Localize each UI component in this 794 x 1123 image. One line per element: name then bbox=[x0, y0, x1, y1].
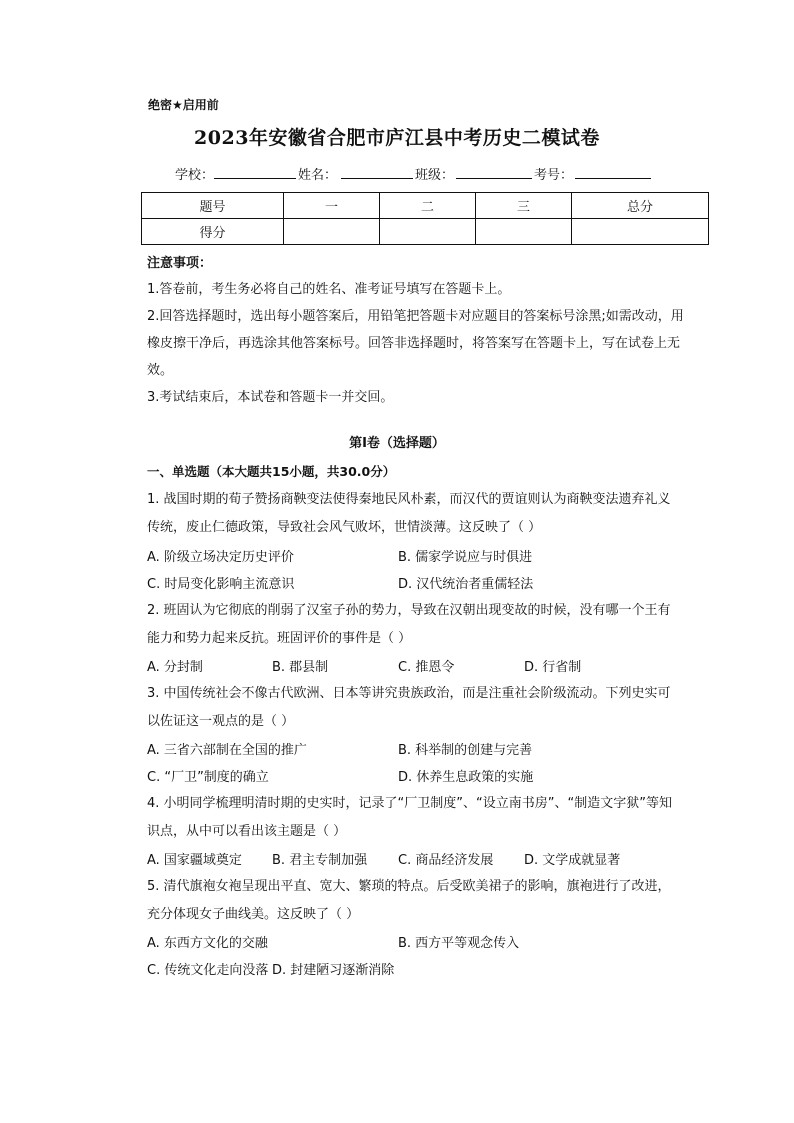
option-d[interactable]: D. 封建陋习逐渐消除 bbox=[272, 963, 395, 978]
option-b[interactable]: B. 郡县制 bbox=[272, 660, 329, 675]
notice-item: 2.回答选择题时，选出每小题答案后，用铅笔把答题卡对应题目的答案标号涂黑;如需改动，用橡皮擦干净后，再选涂其他答案标号。回答非选择题时，将答案写在答题卡上，写在试卷上无效。 bbox=[147, 309, 684, 378]
question-stem: 4. 小明同学梳理明清时期的史实时，记录了“厂卫制度”、“设立南书房”、“制造文字狱”等知识点，从中可以看出该主题是（ ） bbox=[147, 796, 672, 839]
option-b[interactable]: B. 君主专制加强 bbox=[272, 853, 368, 868]
option-a[interactable]: A. 分封制 bbox=[147, 660, 203, 675]
score-cell: 一 bbox=[284, 193, 380, 219]
score-input-cell[interactable] bbox=[572, 219, 709, 245]
score-cell: 二 bbox=[380, 193, 476, 219]
question-stem: 3. 中国传统社会不像古代欧洲、日本等讲究贵族政治，而是注重社会阶级流动。下列史实可以佐证这一观点的是（ ） bbox=[147, 686, 671, 729]
school-label: 学校： bbox=[175, 168, 215, 183]
option-c[interactable]: C. 推恩令 bbox=[398, 660, 455, 675]
option-a[interactable]: A. 东西方文化的交融 bbox=[147, 936, 268, 951]
school-field[interactable] bbox=[214, 166, 296, 179]
exam-no-label: 考号： bbox=[534, 168, 574, 183]
question-stem: 2. 班固认为它彻底的削弱了汉室子孙的势力，导致在汉朝出现变故的时候，没有哪一个王有能力和势力起来反抗。班固评价的事件是（ ） bbox=[147, 603, 671, 646]
score-cell: 得分 bbox=[142, 219, 284, 245]
score-input-cell[interactable] bbox=[476, 219, 572, 245]
score-input-cell[interactable] bbox=[380, 219, 476, 245]
class-label: 班级： bbox=[415, 168, 455, 183]
option-a[interactable]: A. 国家疆域奠定 bbox=[147, 853, 242, 868]
option-d[interactable]: D. 文学成就显著 bbox=[524, 853, 621, 868]
section-title: 第I卷（选择题） bbox=[349, 436, 445, 451]
score-cell: 总分 bbox=[572, 193, 709, 219]
exam-no-field[interactable] bbox=[575, 166, 651, 179]
name-label: 姓名： bbox=[298, 168, 338, 183]
score-cell: 题号 bbox=[142, 193, 284, 219]
option-c[interactable]: C. 传统文化走向没落 bbox=[147, 963, 269, 978]
option-b[interactable]: B. 儒家学说应与时俱进 bbox=[398, 550, 533, 565]
notice-title: 注意事项： bbox=[147, 256, 213, 271]
option-b[interactable]: B. 西方平等观念传入 bbox=[398, 936, 520, 951]
score-input-cell[interactable] bbox=[284, 219, 380, 245]
class-field[interactable] bbox=[456, 166, 532, 179]
score-table bbox=[141, 192, 709, 245]
page-title: 2023年安徽省合肥市庐江县中考历史二模试卷 bbox=[194, 127, 600, 149]
score-cell: 三 bbox=[476, 193, 572, 219]
notice-item: 3.考试结束后，本试卷和答题卡一并交回。 bbox=[147, 390, 394, 405]
score-table-score-row bbox=[142, 219, 709, 245]
notice-item: 1.答卷前，考生务必将自己的姓名、准考证号填写在答题卡上。 bbox=[147, 282, 511, 297]
option-d[interactable]: D. 汉代统治者重儒轻法 bbox=[398, 577, 534, 592]
student-info-row bbox=[175, 164, 653, 183]
option-c[interactable]: C. 商品经济发展 bbox=[398, 853, 494, 868]
option-c[interactable]: C. “厂卫”制度的确立 bbox=[147, 770, 269, 785]
option-d[interactable]: D. 休养生息政策的实施 bbox=[398, 770, 534, 785]
section-subtitle: 一、单选题（本大题共15小题，共30.0分） bbox=[147, 464, 396, 479]
question-stem: 1. 战国时期的荀子赞扬商鞅变法使得秦地民风朴素，而汉代的贾谊则认为商鞅变法遗弃礼义传统，废止仁德政策，导致社会风气败坏，世情淡薄。这反映了（ ） bbox=[147, 492, 671, 535]
option-a[interactable]: A. 三省六部制在全国的推广 bbox=[147, 743, 307, 758]
secret-label: 绝密★启用前 bbox=[148, 98, 219, 112]
option-c[interactable]: C. 时局变化影响主流意识 bbox=[147, 577, 295, 592]
question-stem: 5. 清代旗袍女袍呈现出平直、宽大、繁琐的特点。后受欧美裙子的影响，旗袍进行了改进，充分体现女子曲线美。这反映了（ ） bbox=[147, 879, 671, 922]
option-a[interactable]: A. 阶级立场决定历史评价 bbox=[147, 550, 294, 565]
score-table-header-row bbox=[142, 193, 709, 219]
option-d[interactable]: D. 行省制 bbox=[524, 660, 582, 675]
name-field[interactable] bbox=[341, 166, 413, 179]
option-b[interactable]: B. 科举制的创建与完善 bbox=[398, 743, 533, 758]
